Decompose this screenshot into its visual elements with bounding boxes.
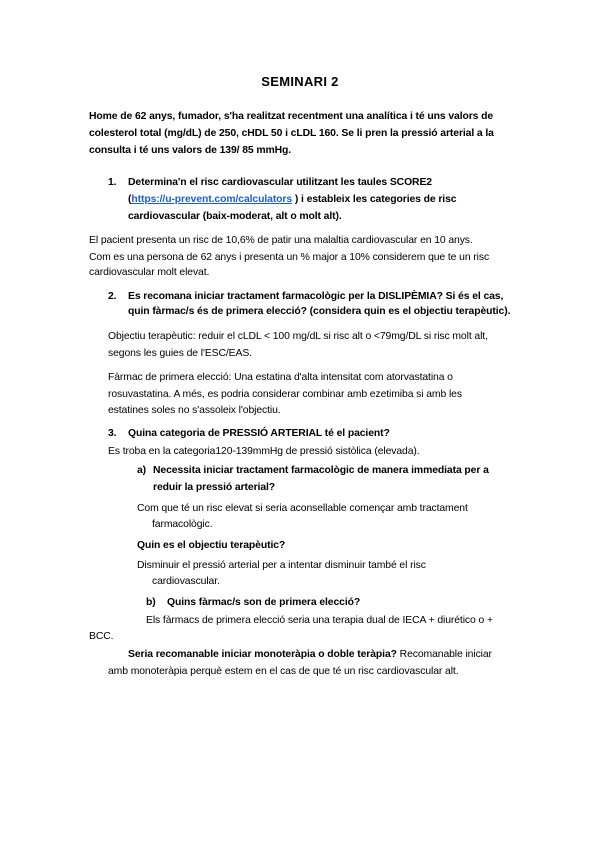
sub-answer-b-line-2: BCC.: [89, 631, 114, 642]
sub-question-a-line-1: Necessita iniciar tractament farmacològic de manera immediata per a: [153, 465, 489, 476]
sub-question-b: Quins fàrmac/s son de primera elecció?: [167, 597, 361, 608]
question-2-line-1: Es recomana iniciar tractament farmacològic per la DISLIPÈMIA? Si és el cas,: [128, 291, 504, 302]
monotherapy-question: Seria recomanable iniciar monoteràpia o doble teràpia?: [128, 649, 397, 660]
objective-line-2: segons les guies de l'ESC/EAS.: [108, 348, 252, 359]
intro-line-3: consulta i té uns valors de 139/ 85 mmHg.: [89, 145, 292, 156]
drug-line-2: rosuvastatina. A més, es podria considerar combinar amb ezetimiba si amb les: [108, 389, 462, 400]
objective-line-1: Objectiu terapèutic: reduir el cLDL < 100 mg/dL si risc alt o <79mg/DL si risc molt alt,: [108, 331, 488, 342]
bp-objective-answer-line-1: Disminuir el pressió arterial per a intentar disminuir també el risc: [137, 560, 426, 571]
question-2-number: 2.: [108, 291, 117, 302]
calculator-link[interactable]: https://u-prevent.com/calculators: [131, 194, 293, 205]
intro-line-2: colesterol total (mg/dL) de 250, cHDL 50 i cLDL 160. Se li pren la pressió arterial a la: [89, 128, 494, 139]
sub-answer-a-line-1: Com que té un risc elevat si seria aconsellable començar amb tractament: [137, 503, 468, 514]
question-3-line-1: Quina categoria de PRESSIÓ ARTERIAL té el pacient?: [128, 428, 390, 439]
bp-objective-question: Quin es el objectiu terapèutic?: [137, 540, 286, 551]
monotherapy-line-1: [128, 648, 492, 662]
intro-line-1: Home de 62 anys, fumador, s'ha realitzat recentment una analítica i té uns valors de: [89, 111, 494, 122]
sub-answer-b-line-1: Els fàrmacs de primera elecció seria una terapia dual de IECA + diurético o +: [146, 615, 493, 626]
question-1-line-1: Determina'n el risc cardiovascular utilitzant les taules SCORE2: [128, 177, 432, 188]
sub-question-b-label: b): [146, 597, 156, 608]
question-1-number: 1.: [108, 177, 117, 188]
bp-objective-answer-line-2: cardiovascular.: [152, 576, 220, 587]
answer-1-line-1: El pacient presenta un risc de 10,6% de patir una malaltia cardiovascular en 10 anys.: [89, 235, 473, 246]
question-1-line-2: (https://u-prevent.com/calculators ) i estableix les categories de risc: [128, 194, 457, 205]
page-title: SEMINARI 2: [261, 74, 339, 89]
sub-question-a-line-2: reduir la pressió arterial?: [153, 482, 276, 493]
question-2-line-2: quin fàrmac/s és de primera elecció? (considera quin es el objectiu terapèutic).: [128, 306, 511, 317]
answer-1-line-2: Com es una persona de 62 anys i presenta un % major a 10% considerem que te un risc: [89, 252, 490, 263]
sub-question-a-label: a): [137, 465, 147, 476]
answer-1-line-3: cardiovascular molt elevat.: [89, 267, 210, 278]
question-3-answer: Es troba en la categoria120-139mmHg de pressió sistòlica (elevada).: [108, 446, 420, 457]
sub-answer-a-line-2: farmacològic.: [152, 519, 213, 530]
question-1-line-3: cardiovascular (baix-moderat, alt o molt alt).: [128, 211, 342, 222]
question-3-number: 3.: [108, 428, 117, 439]
monotherapy-answer-start: Recomanable iniciar: [396, 649, 492, 660]
drug-line-1: Fàrmac de primera elecció: Una estatina d'alta intensitat com atorvastatina o: [108, 372, 453, 383]
drug-line-3: estatines soles no s'assoleix l'objectiu.: [108, 405, 281, 416]
monotherapy-line-2: amb monoteràpia perquè estem en el cas de que té un risc cardiovascular alt.: [108, 666, 459, 677]
